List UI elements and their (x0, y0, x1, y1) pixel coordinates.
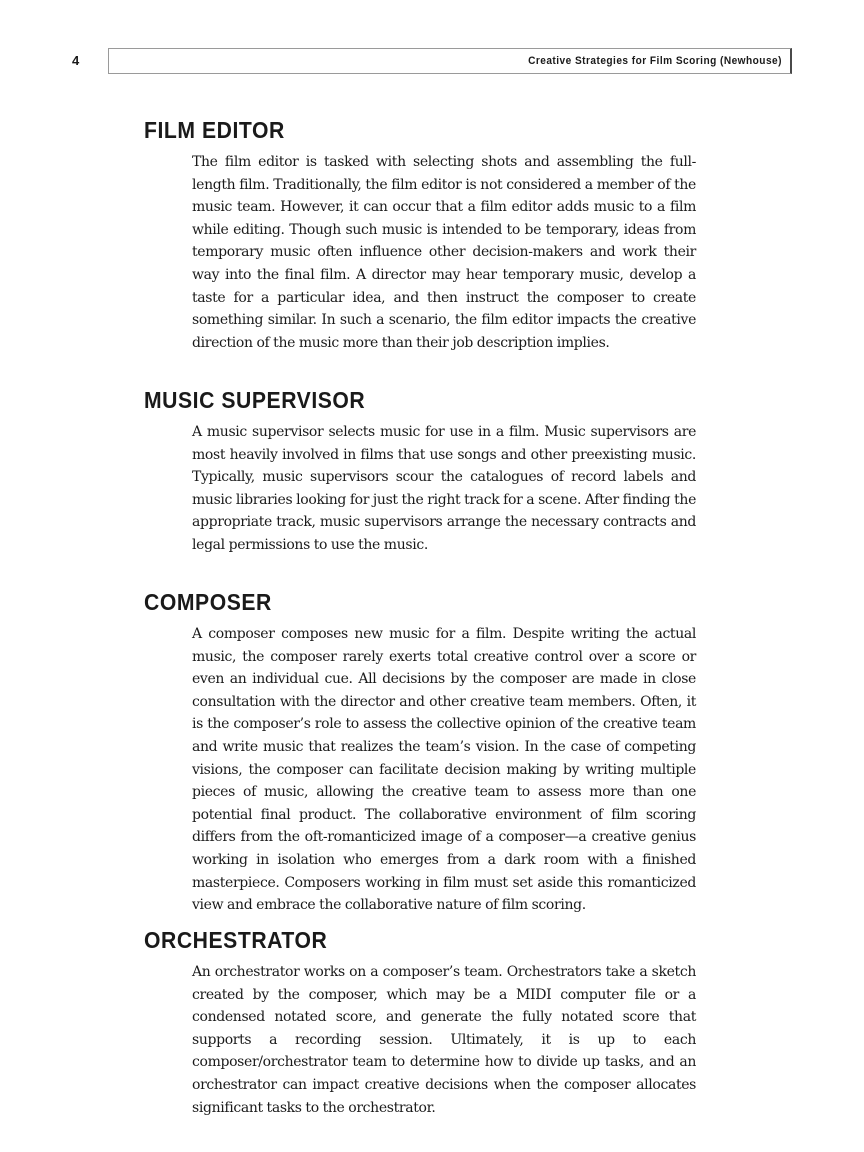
section-body: The film editor is tasked with selecting shots and assembling the full-length film. Traditionally, the film editor is not considered a member of the music team. However, it can occur that a film editor adds music to a film while editing. Though such music is intended to be temporary, ideas from temporary music often influence other decision-makers and work their way into the final film. A director may hear temporary music, develop a taste for a particular idea, and then instruct the composer to create something similar. In such a scenario, the film editor impacts the creative direction of the music more than their job description implies. (192, 154, 696, 351)
section-heading: COMPOSER (144, 589, 272, 615)
section-heading: ORCHESTRATOR (144, 927, 328, 953)
section-heading: MUSIC SUPERVISOR (144, 387, 366, 413)
section-heading: FILM EDITOR (144, 117, 285, 143)
section-body: A composer composes new music for a film. Despite writing the actual music, the composer rarely exerts total creative control over a score or even an individual cue. All decisions by the composer are made in close consultation with the director and other creative team members. Often, it is the composer’s role to assess the collective opinion of the creative team and write music that realizes the team’s vision. In the case of competing visions, the composer can facilitate decision making by writing multiple pieces of music, allowing the creative team to assess more than one potential final product. The collaborative environment of film scoring differs from the oft-romanticized image of a composer—a creative genius working in isolation who emerges from a dark room with a finished masterpiece. Composers working in film must set aside this romanticized view and embrace the collaborative nature of film scoring. (192, 626, 696, 914)
section-body: An orchestrator works on a composer’s team. Orchestrators take a sketch created by the composer, which may be a MIDI computer file or a condensed notated score, and generate the fully notated score that supports a recording session. Ultimately, it is up to each composer/orchestrator team to determine how to divide up tasks, and an orchestrator can impact creative decisions when the composer allocates significant tasks to the orchestrator. (192, 964, 696, 1116)
running-header (108, 48, 792, 74)
running-header-title: Creative Strategies for Film Scoring (Newhouse) (528, 55, 782, 67)
section-body: A music supervisor selects music for use in a film. Music supervisors are most heavily involved in films that use songs and other preexisting music. Typically, music supervisors scour the catalogues of record labels and music libraries looking for just the right track for a scene. After finding the appropriate track, music supervisors arrange the necessary contracts and legal permissions to use the music. (192, 424, 696, 553)
page-number: 4 (72, 53, 80, 68)
